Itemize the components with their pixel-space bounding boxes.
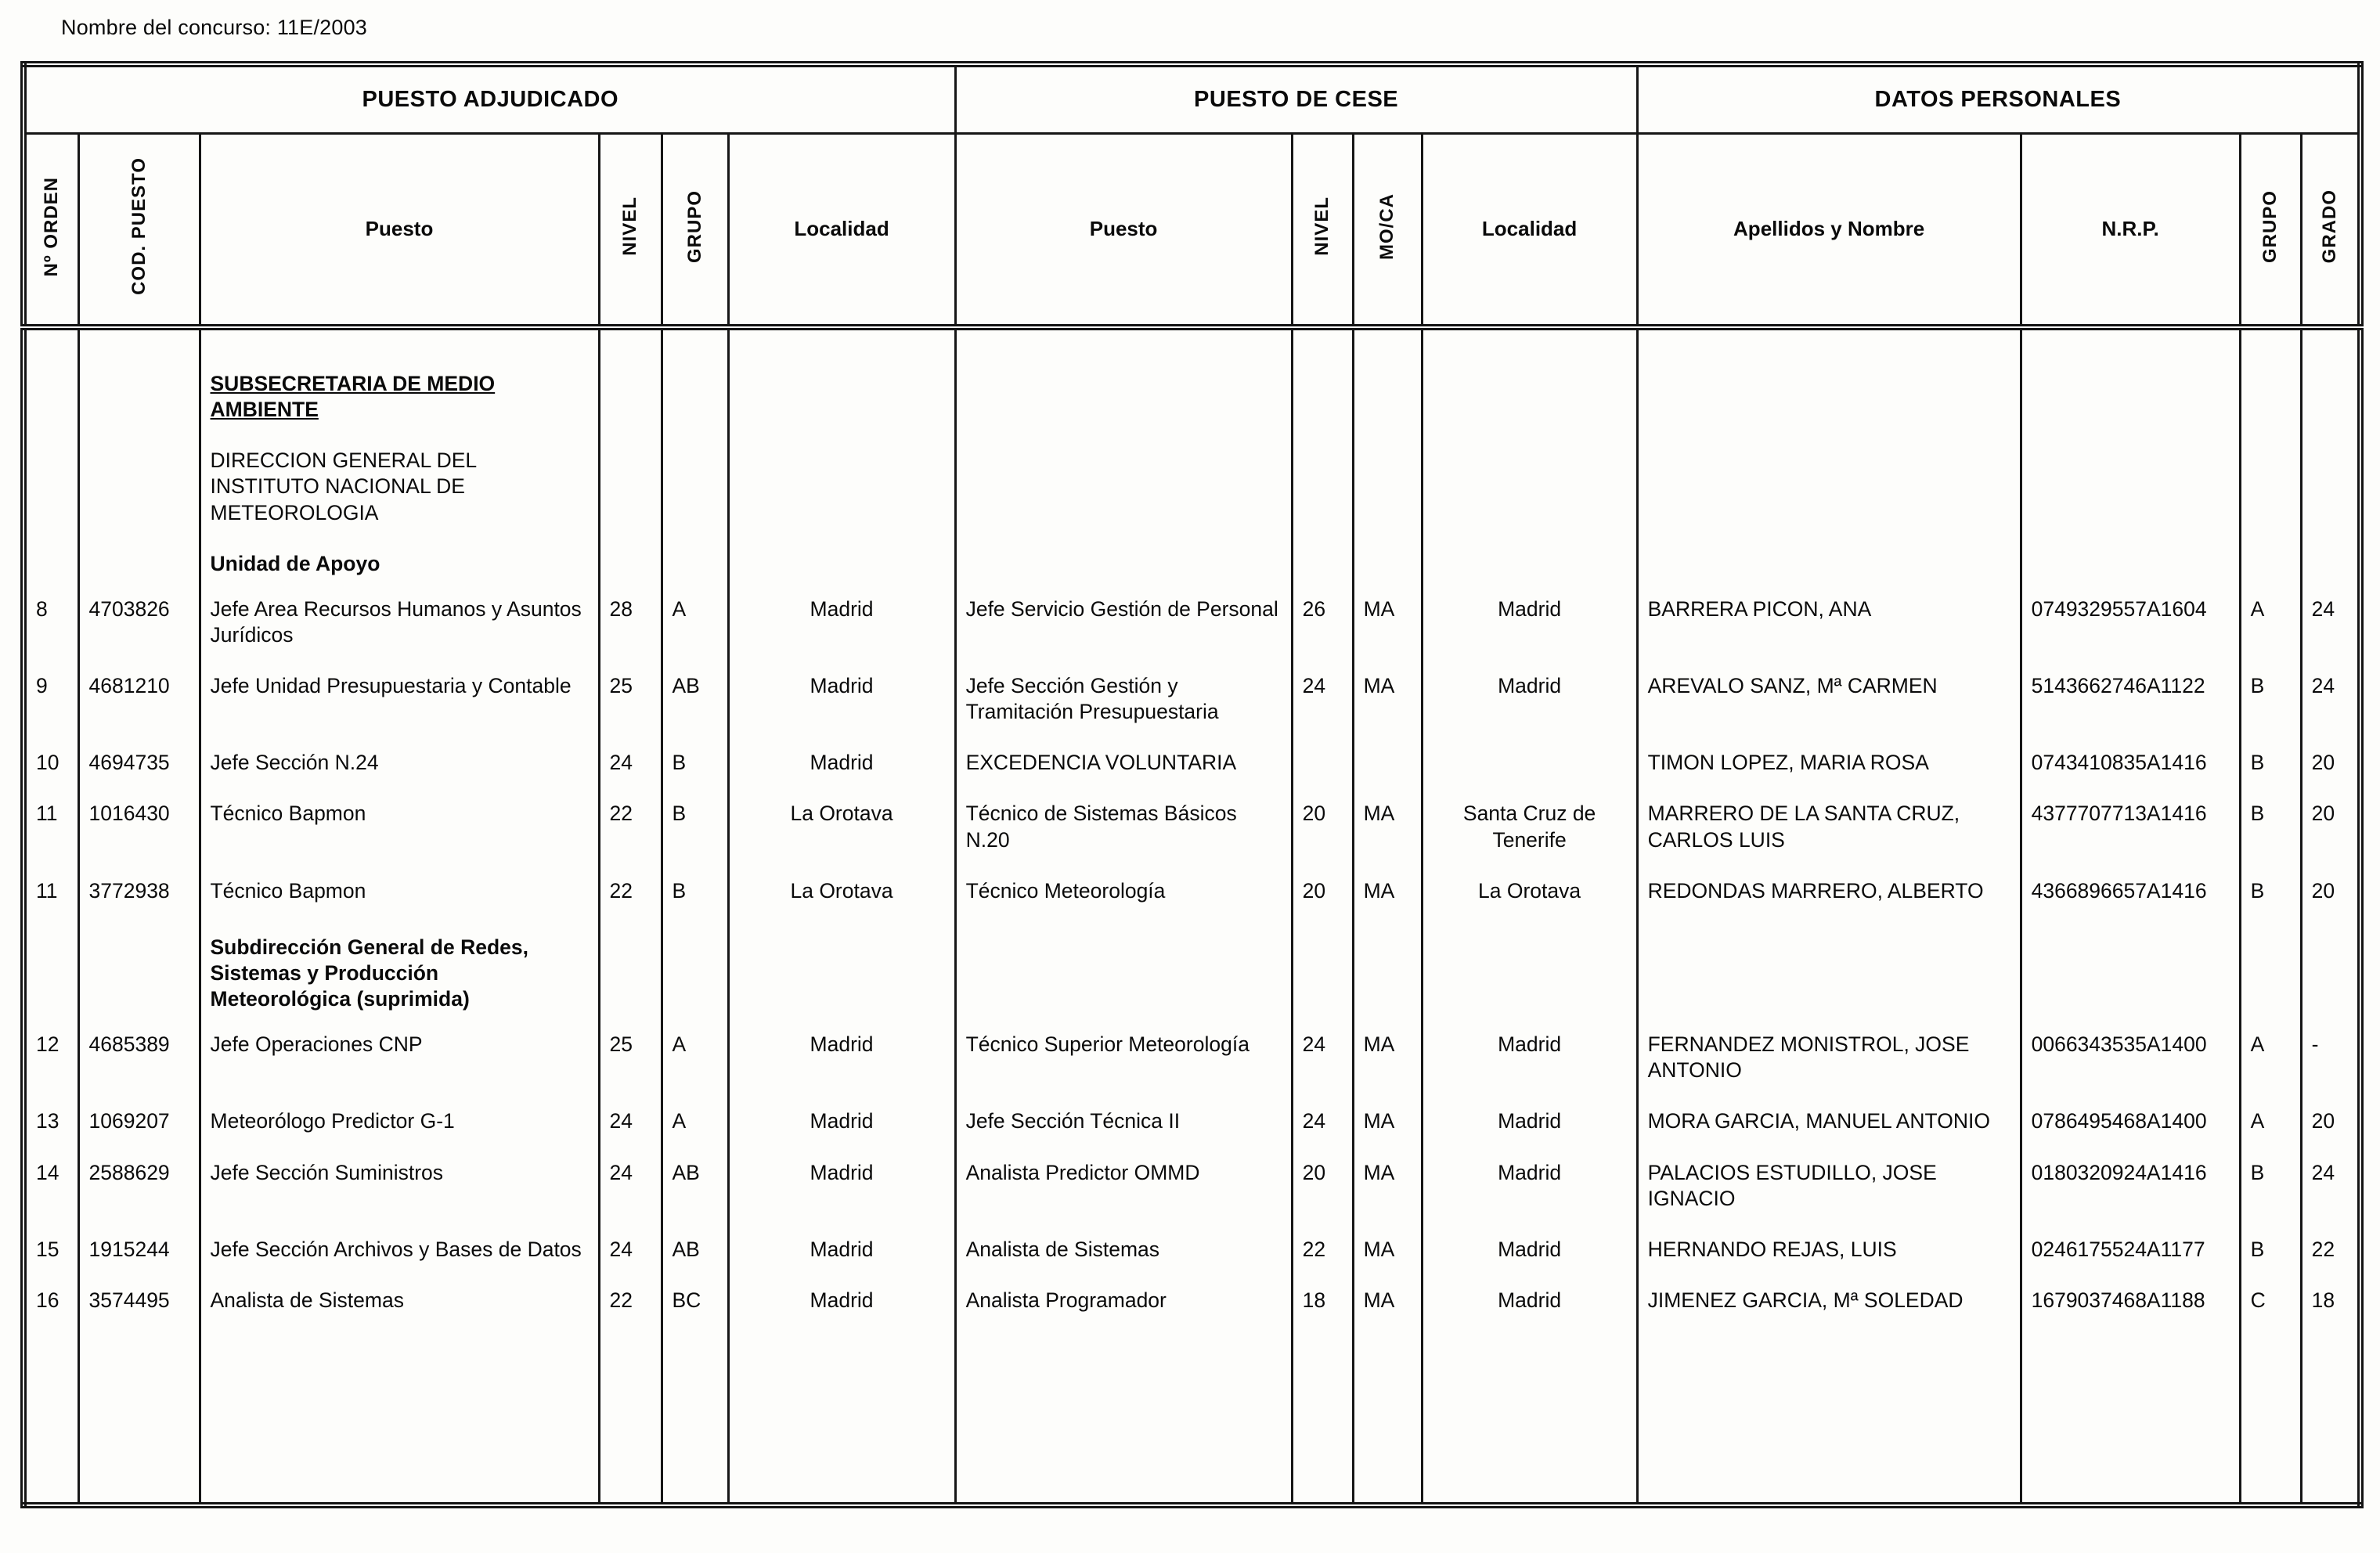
cell: 18 — [1292, 1274, 1353, 1325]
cell: 1069207 — [78, 1095, 200, 1146]
cell: BC — [662, 1274, 728, 1325]
cell: 1679037468A1188 — [2021, 1274, 2240, 1325]
column-header-label: COD. PUESTO — [128, 157, 150, 296]
cell — [1422, 737, 1637, 787]
cell: Santa Cruz de Tenerife — [1422, 787, 1637, 864]
section-row — [23, 327, 2360, 429]
cell: A — [2240, 1095, 2301, 1146]
column-header-nivel-3 — [599, 133, 662, 327]
column-header-grado-13 — [2301, 133, 2360, 327]
cell: 0743410835A1416 — [2021, 737, 2240, 787]
cell: Jefe Operaciones CNP — [200, 1018, 599, 1095]
cell: Madrid — [728, 1223, 955, 1274]
cell: MA — [1353, 1223, 1422, 1274]
section-heading: Unidad de Apoyo — [210, 551, 380, 575]
cell: Madrid — [728, 1147, 955, 1223]
cell: EXCEDENCIA VOLUNTARIA — [955, 737, 1292, 787]
cell: 20 — [2301, 1095, 2360, 1146]
group-header-puesto-adjudicado: PUESTO ADJUDICADO — [23, 64, 955, 133]
cell: B — [2240, 787, 2301, 864]
cell: Madrid — [1422, 1274, 1637, 1325]
column-header-label: GRUPO — [683, 189, 705, 263]
column-header-n-r-p-11 — [2021, 133, 2240, 327]
cell: 0180320924A1416 — [2021, 1147, 2240, 1223]
cell: 14 — [36, 1160, 60, 1184]
column-header-grupo-12 — [2240, 133, 2301, 327]
cell: Madrid — [1422, 1018, 1637, 1095]
column-header-puesto-2 — [200, 133, 599, 327]
column-header-label: N.R.P. — [2101, 217, 2159, 241]
cell: 4366896657A1416 — [2021, 865, 2240, 916]
cell: 24 — [1292, 1018, 1353, 1095]
cell: 20 — [2301, 737, 2360, 787]
table-row — [23, 737, 2360, 787]
cell: 10 — [36, 751, 60, 775]
cell: 4694735 — [78, 737, 200, 787]
column-header-mo-ca-8 — [1353, 133, 1422, 327]
cell: Jefe Sección Técnica II — [955, 1095, 1292, 1146]
cell: Madrid — [1422, 1223, 1637, 1274]
column-header-localidad-9 — [1422, 133, 1637, 327]
column-header-label: MO/CA — [1376, 193, 1398, 260]
cell: Madrid — [728, 1018, 955, 1095]
column-header-label: Localidad — [794, 217, 889, 241]
cell: Jefe Sección Archivos y Bases de Datos — [200, 1223, 599, 1274]
column-header-label: GRADO — [2318, 189, 2340, 264]
column-header-label: NIVEL — [1311, 196, 1333, 257]
cell: Madrid — [728, 737, 955, 787]
cell: 24 — [2301, 660, 2360, 737]
cell: 20 — [1292, 1147, 1353, 1223]
cell: Técnico de Sistemas Básicos N.20 — [955, 787, 1292, 864]
cell: 0786495468A1400 — [2021, 1095, 2240, 1146]
cell: Técnico Superior Meteorología — [955, 1018, 1292, 1095]
table-row — [23, 1274, 2360, 1325]
cell: Jefe Sección Suministros — [200, 1147, 599, 1223]
cell: C — [2240, 1274, 2301, 1325]
cell: PALACIOS ESTUDILLO, JOSE IGNACIO — [1637, 1147, 2021, 1223]
cell: AB — [662, 1147, 728, 1223]
cell: 20 — [1292, 787, 1353, 864]
cell: HERNANDO REJAS, LUIS — [1637, 1223, 2021, 1274]
cell: 22 — [599, 1274, 662, 1325]
cell: 12 — [36, 1032, 60, 1057]
column-header-grupo-4 — [662, 133, 728, 327]
cell: Jefe Unidad Presupuestaria y Contable — [200, 660, 599, 737]
cell: 9 — [36, 674, 48, 697]
cell: 3772938 — [78, 865, 200, 916]
column-header-apellidos-y-nombre-10 — [1637, 133, 2021, 327]
cell: Meteorólogo Predictor G-1 — [200, 1095, 599, 1146]
cell: Jefe Sección N.24 — [200, 737, 599, 787]
cell: MA — [1353, 583, 1422, 660]
cell: 4377707713A1416 — [2021, 787, 2240, 864]
section-heading: Subdirección General de Redes, Sistemas y Producción Meteorológica (suprimida) — [210, 935, 528, 1011]
table-row — [23, 583, 2360, 660]
cell: Analista Programador — [955, 1274, 1292, 1325]
cell: 4681210 — [78, 660, 200, 737]
cell: Técnico Bapmon — [200, 787, 599, 864]
cell: 25 — [599, 1018, 662, 1095]
column-header-localidad-5 — [728, 133, 955, 327]
section-heading: SUBSECRETARIA DE MEDIO AMBIENTE — [210, 372, 496, 422]
cell: MA — [1353, 1147, 1422, 1223]
table-row — [23, 787, 2360, 864]
column-header-nivel-7 — [1292, 133, 1353, 327]
cell: La Orotava — [728, 787, 955, 864]
cell: REDONDAS MARRERO, ALBERTO — [1637, 865, 2021, 916]
cell: B — [662, 787, 728, 864]
cell: B — [2240, 865, 2301, 916]
cell: 15 — [36, 1237, 60, 1261]
table-header — [23, 64, 2360, 327]
cell: 13 — [36, 1109, 60, 1133]
group-header-datos-personales: DATOS PERSONALES — [1637, 64, 2360, 133]
cell: 5143662746A1122 — [2021, 660, 2240, 737]
cell: A — [662, 1018, 728, 1095]
cell: Madrid — [728, 1274, 955, 1325]
cell: 20 — [2301, 787, 2360, 864]
cell: La Orotava — [728, 865, 955, 916]
section-row — [23, 429, 2360, 531]
cell: 22 — [1292, 1223, 1353, 1274]
column-header-n-orden-0 — [23, 133, 78, 327]
results-table — [20, 61, 2364, 1508]
cell: Jefe Servicio Gestión de Personal — [955, 583, 1292, 660]
cell: 24 — [1292, 660, 1353, 737]
cell: La Orotava — [1422, 865, 1637, 916]
cell: A — [662, 583, 728, 660]
cell: Madrid — [728, 583, 955, 660]
cell: 24 — [599, 1147, 662, 1223]
contest-name-label: Nombre del concurso: 11E/2003 — [61, 16, 368, 39]
cell: 8 — [36, 596, 48, 621]
cell: B — [2240, 737, 2301, 787]
cell: Jefe Sección Gestión y Tramitación Presupuestaria — [955, 660, 1292, 737]
cell: 0066343535A1400 — [2021, 1018, 2240, 1095]
cell: 0246175524A1177 — [2021, 1223, 2240, 1274]
column-header-cod-puesto-1 — [78, 133, 200, 327]
column-header-label: NIVEL — [619, 196, 640, 257]
cell: Técnico Bapmon — [200, 865, 599, 916]
cell: A — [2240, 1018, 2301, 1095]
column-header-label: Apellidos y Nombre — [1733, 217, 1925, 241]
cell: 4685389 — [78, 1018, 200, 1095]
cell: 25 — [599, 660, 662, 737]
cell: 11 — [36, 878, 58, 903]
cell: B — [2240, 1223, 2301, 1274]
cell: Analista de Sistemas — [200, 1274, 599, 1325]
cell: 0749329557A1604 — [2021, 583, 2240, 660]
column-header-label: Puesto — [1089, 217, 1158, 241]
cell: Madrid — [728, 1095, 955, 1146]
cell: MA — [1353, 787, 1422, 864]
column-header-label: Nº ORDEN — [41, 176, 63, 276]
cell: 4703826 — [78, 583, 200, 660]
cell: 22 — [599, 865, 662, 916]
cell: MA — [1353, 865, 1422, 916]
cell: 1016430 — [78, 787, 200, 864]
cell: 24 — [599, 1223, 662, 1274]
table-row — [23, 1223, 2360, 1274]
cell: TIMON LOPEZ, MARIA ROSA — [1637, 737, 2021, 787]
cell: Madrid — [728, 660, 955, 737]
table-row — [23, 1018, 2360, 1095]
cell: 24 — [1292, 1095, 1353, 1146]
results-table-wrapper — [20, 61, 2360, 1508]
column-header-label: Localidad — [1481, 217, 1578, 241]
cell: 26 — [1292, 583, 1353, 660]
cell: MARRERO DE LA SANTA CRUZ, CARLOS LUIS — [1637, 787, 2021, 864]
cell: MA — [1353, 1274, 1422, 1325]
section-row — [23, 532, 2360, 583]
cell — [1353, 737, 1422, 787]
cell: Analista de Sistemas — [955, 1223, 1292, 1274]
cell: Madrid — [1422, 1095, 1637, 1146]
cell: B — [662, 865, 728, 916]
cell — [1292, 737, 1353, 787]
cell: 3574495 — [78, 1274, 200, 1325]
cell: Técnico Meteorología — [955, 865, 1292, 916]
cell: AB — [662, 1223, 728, 1274]
cell: 20 — [2301, 865, 2360, 916]
cell: MA — [1353, 660, 1422, 737]
cell: 18 — [2301, 1274, 2360, 1325]
cell: B — [2240, 1147, 2301, 1223]
cell: MA — [1353, 1095, 1422, 1146]
cell: 2588629 — [78, 1147, 200, 1223]
cell: 16 — [36, 1288, 60, 1312]
cell: - — [2301, 1018, 2360, 1095]
cell: 11 — [36, 802, 58, 826]
column-header-label: Puesto — [365, 217, 434, 241]
cell: B — [662, 737, 728, 787]
table-row — [23, 1147, 2360, 1223]
section-row — [23, 916, 2360, 1018]
cell: JIMENEZ GARCIA, Mª SOLEDAD — [1637, 1274, 2021, 1325]
cell: Analista Predictor OMMD — [955, 1147, 1292, 1223]
cell: A — [2240, 583, 2301, 660]
cell: AB — [662, 660, 728, 737]
cell: AREVALO SANZ, Mª CARMEN — [1637, 660, 2021, 737]
table-row — [23, 1095, 2360, 1146]
table-body — [23, 327, 2360, 1505]
cell: 1915244 — [78, 1223, 200, 1274]
cell: 24 — [2301, 1147, 2360, 1223]
cell: Madrid — [1422, 660, 1637, 737]
cell: Madrid — [1422, 583, 1637, 660]
cell: Jefe Area Recursos Humanos y Asuntos Jurídicos — [200, 583, 599, 660]
cell: B — [2240, 660, 2301, 737]
column-header-puesto-6 — [955, 133, 1292, 327]
filler-row — [23, 1325, 2360, 1505]
group-header-row — [23, 64, 2360, 133]
cell: 20 — [1292, 865, 1353, 916]
table-row — [23, 865, 2360, 916]
column-header-label: GRUPO — [2259, 189, 2281, 263]
cell: Madrid — [1422, 1147, 1637, 1223]
column-header-row — [23, 133, 2360, 327]
section-heading: DIRECCION GENERAL DEL INSTITUTO NACIONAL DE METEOROLOGIA — [210, 449, 477, 524]
cell: 24 — [599, 737, 662, 787]
cell: 24 — [599, 1095, 662, 1146]
cell: MA — [1353, 1018, 1422, 1095]
cell: BARRERA PICON, ANA — [1637, 583, 2021, 660]
group-header-puesto-de-cese: PUESTO DE CESE — [955, 64, 1637, 133]
cell: 22 — [2301, 1223, 2360, 1274]
cell: A — [662, 1095, 728, 1146]
cell: FERNANDEZ MONISTROL, JOSE ANTONIO — [1637, 1018, 2021, 1095]
cell: 24 — [2301, 583, 2360, 660]
cell: 22 — [599, 787, 662, 864]
cell: 28 — [599, 583, 662, 660]
table-row — [23, 660, 2360, 737]
cell: MORA GARCIA, MANUEL ANTONIO — [1637, 1095, 2021, 1146]
